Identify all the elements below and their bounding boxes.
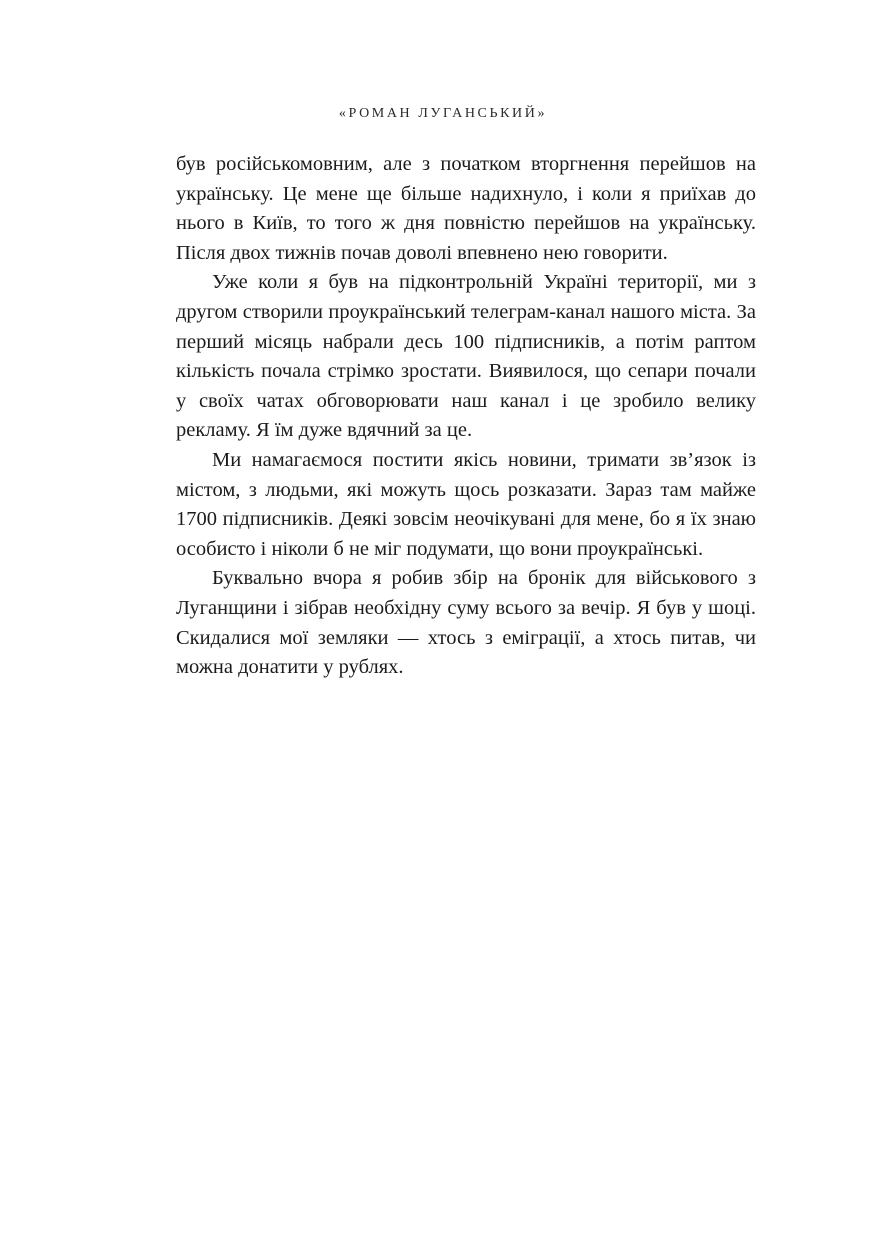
- paragraph-4: Буквально вчора я робив збір на бронік для військового з Луганщини і зібрав необхідну суму всього за вечір. Я був у шоці. Скидалися мої земляки — хтось з еміграції, а хтось питав, чи можна донатити у рублях.: [176, 567, 756, 679]
- paragraph-1: був російськомовним, але з початком вторгнення перейшов на українську. Це мене ще більше надихнуло, і коли я приїхав до нього в Київ, то того ж дня повністю перейшов на українську. Після двох тижнів почав доволі впевнено нею говорити.: [176, 153, 756, 264]
- running-head: «РОМАН ЛУГАНСЬКИЙ»: [338, 106, 548, 121]
- body-text: [176, 150, 756, 683]
- paragraph-3: Ми намагаємося постити якісь новини, тримати зв’язок із містом, з людьми, які можуть щось розказати. Зараз там майже 1700 підписників. Деякі зовсім неочікувані для мене, бо я їх знаю особисто і ніколи б не міг подумати, що вони проукраїнські.: [176, 448, 756, 560]
- paragraph-2: Уже коли я був на підконтрольній Україні території, ми з другом створили проукраїнський телеграм-канал нашого міста. За перший місяць набрали десь 100 підписників, а потім раптом кількість почала стрімко зростати. Виявилося, що сепари почали у своїх чатах обговорювати наш канал і це зробило велику рекламу. Я їм дуже вдячний за це.: [176, 271, 756, 442]
